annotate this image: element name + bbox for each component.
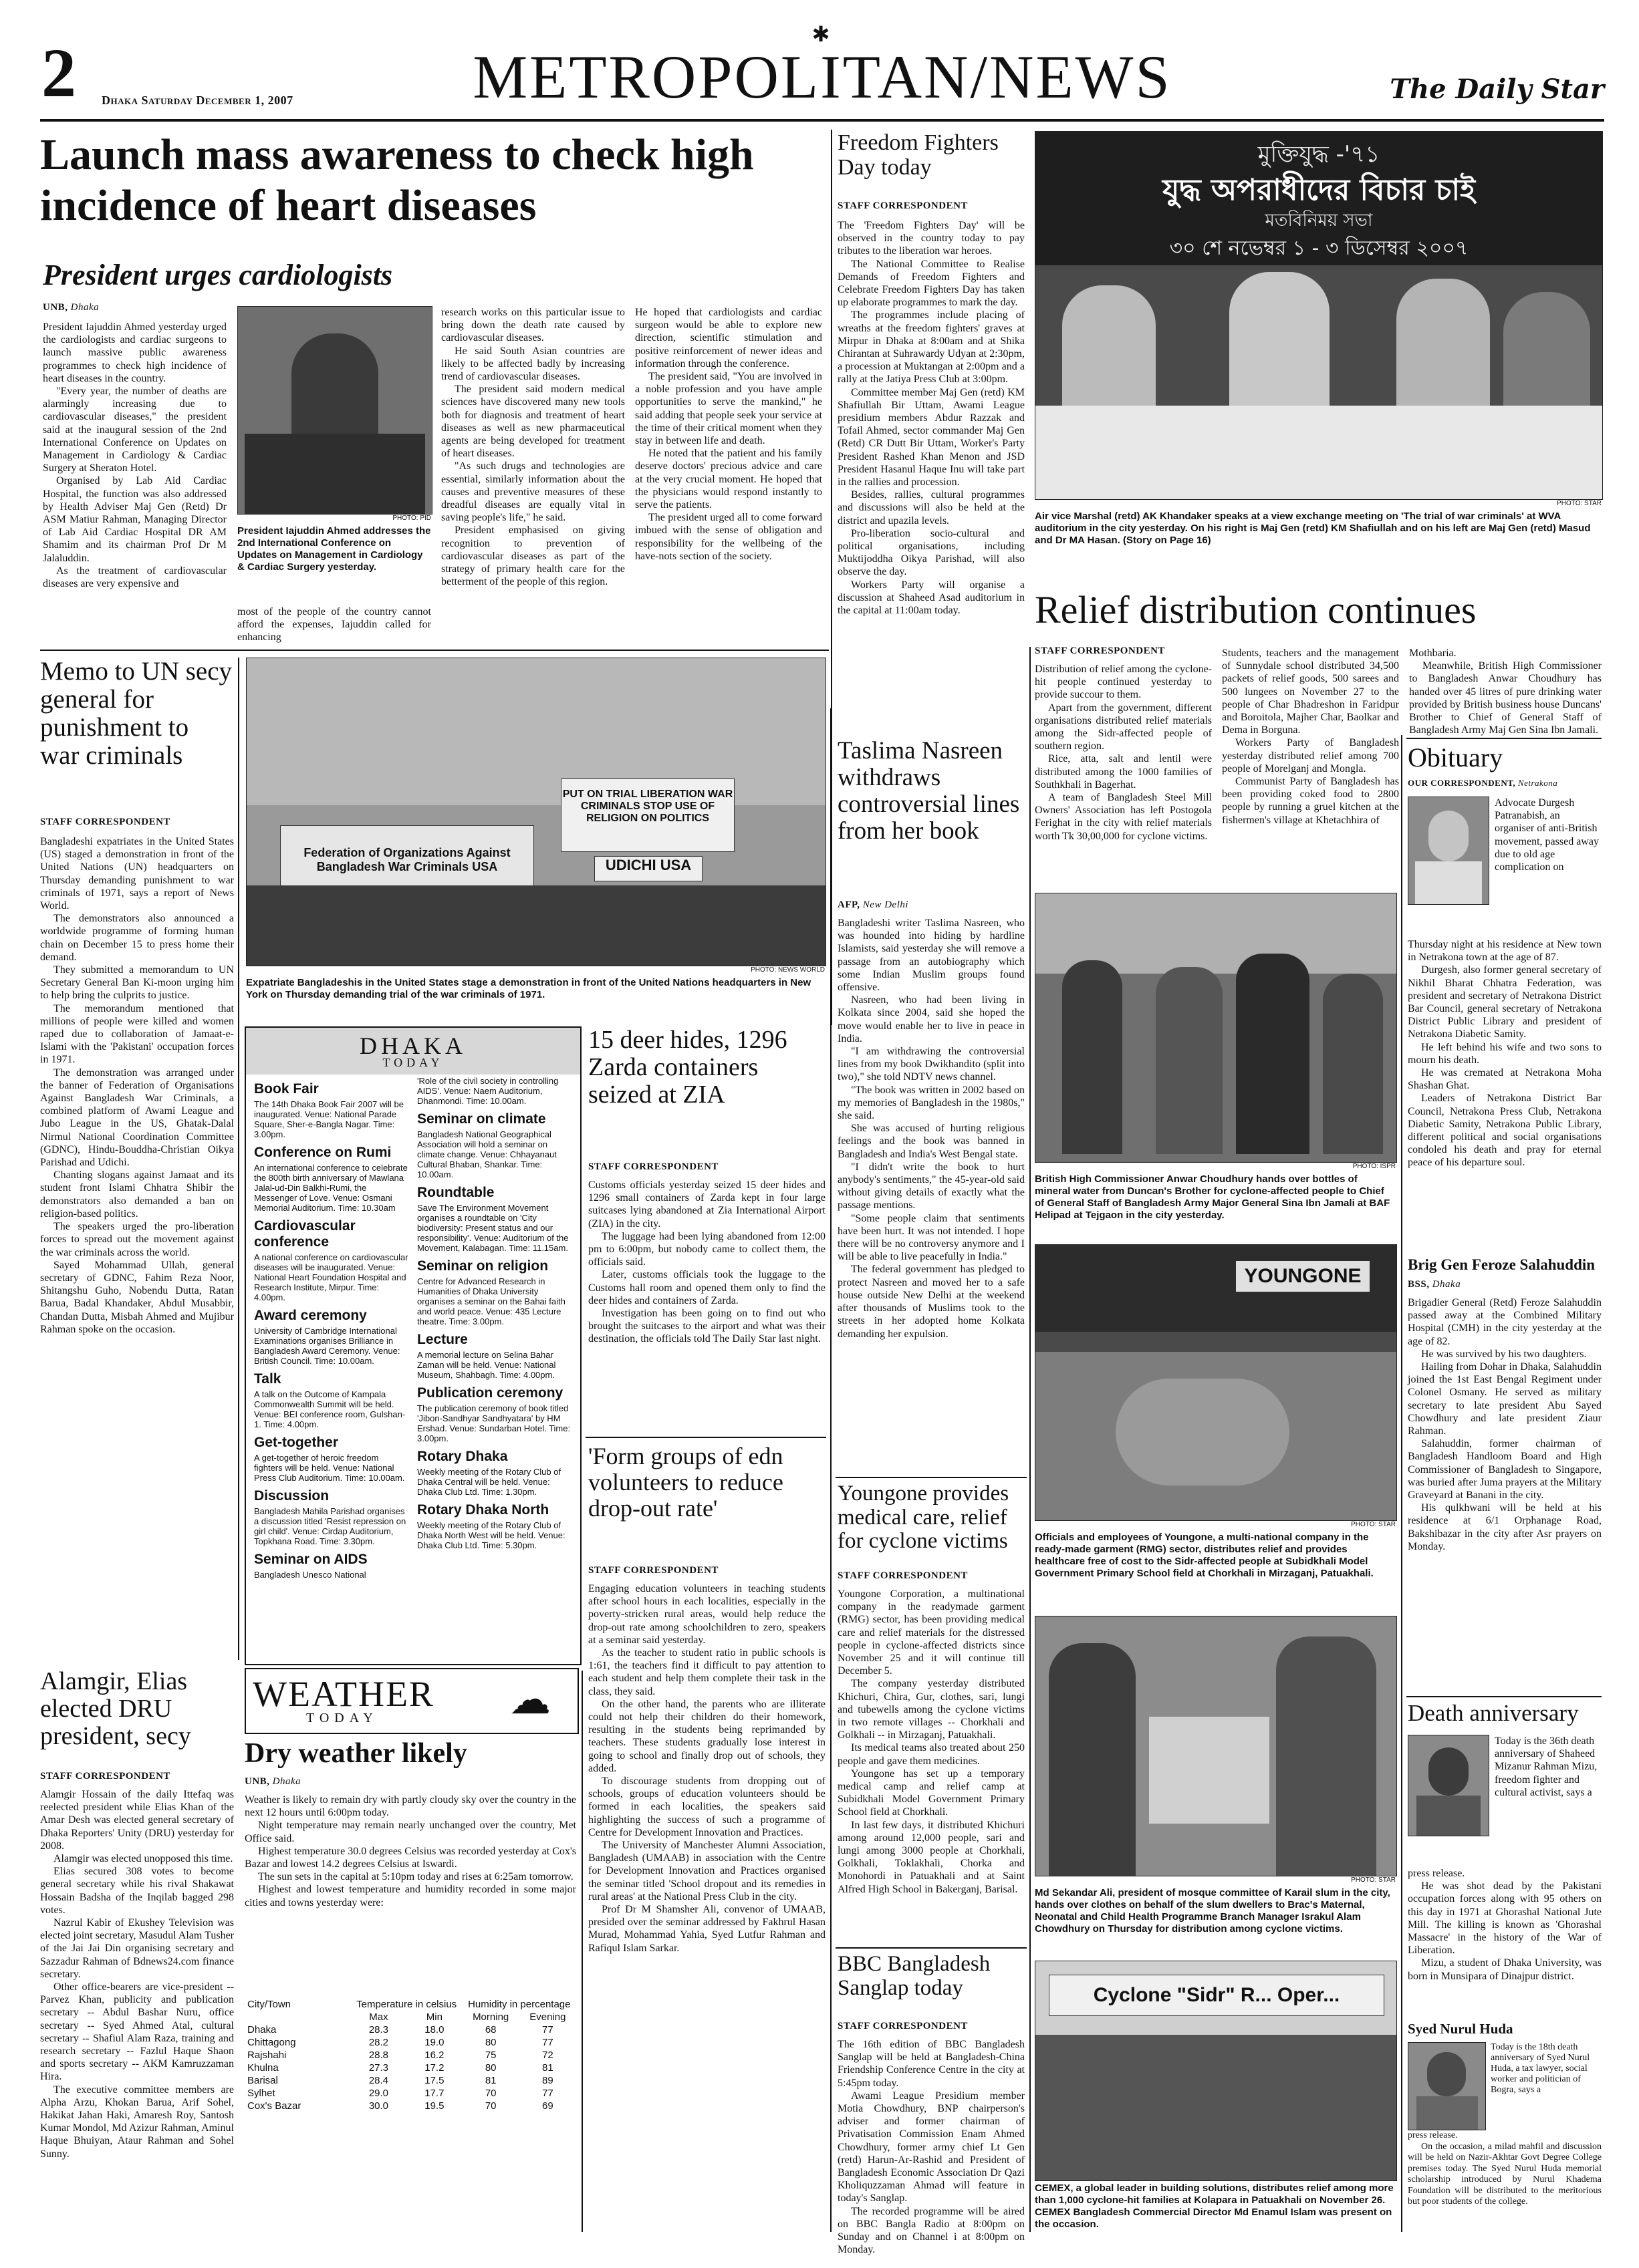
obituary-wrap: Advocate Durgesh Patranabish, an organiser of anti-British movement, passed away due to old age complication on — [1495, 797, 1599, 873]
event-item: Get-together A get-together of heroic freedom fighters will be held. Venue: National Press Club Auditorium. Time: 10.00am. — [254, 1435, 405, 1483]
cemex-banner: Cyclone "Sidr" R... Oper... — [1049, 1975, 1384, 2016]
feroze-byline: BSS, Dhaka — [1408, 1279, 1461, 1290]
dru-body: Alamgir Hossain of the daily Ittefaq was reelected president while Elias Khan of the Amar Desh was elected general secretary of Dhaka Reporters' Unity (DRU) yesterday for 2008. Alamgir was elected unopposed this time. Elias secured 308 votes to become general secretary while his rival Shakawat Hossain Badsha of the Inqilab bagged 298 votes. Nazrul Kabir of Ekushey Television was elected joint secretary, Masudul Alam Tusher of the Jai Jai Din organising secretary and Sazzadur Rahman of Bdnews24.com finance secretary. Other office-bearers are vice-president -- Parvez Khan, publicity and publication secretary -- Abdul Bashar Nuru, office secretary -- Syed Ahmed Atal, cultural secretary -- Shafiul Alam Raza, training and research secretary -- Fazlul Haque Shaon and sports secretary -- AKM Kamruzzaman Hira. The executive committee members are Alpha Arzu, Khokan Barua, Arif Sohel, Hakikat Jahan Haki, Amaresh Roy, Santosh Kumar Mondol, Md Azizur Rahman, Aminul Haque Bhuiyan, Ataur Rahman and Sohel Sunny. — [40, 1789, 234, 2160]
karail-photo — [1035, 1616, 1397, 1876]
star-emblem-icon: ✱ — [811, 22, 830, 46]
relief-col-2: Students, teachers and the management of Sunnydale school distributed 34,500 packets of relief goods, 500 sarees and 500 lungees on November 27 to the people of Char Bhadreshon in Faridpur and Boroitola, Majher Char, Baolkar and Dema in Borguna. Workers Party of Bangladesh yesterday distributed relief among 700 people of Morelganj and Mongla. Communist Party of Bangladesh has been providing coked food to 2800 people by running a gruel kitchen at the fishermen's village at Khetachhira of — [1222, 648, 1399, 826]
memo-body: Bangladeshi expatriates in the United States (US) staged a demonstration in front of the United Nations (UN) headquarters on Thursday demanding punishment to war criminals of 1971, says a report of News World. The demonstrators also announced a worldwide programme of forming human chain on December 15 to press home their demand. They submitted a memorandum to UN Secretary General Ban Ki-moon urging him to help bring the culprits to justice. The memorandum mentioned that millions of people were killed and women raped due to collaboration of Jamaat-e-Islami with the 'Pakistani' occupation forces in 1971. The demonstration was arranged under the banner of Federation of Organisations Against Bangladesh War Criminals, a combined platform of Awami League and Jubo League in the US, Ghatak-Dalal Nirmul National Coordination Committee (GDNC), Hindu-Bouddha-Christian Oikya Parishad and Udichi. Chanting slogans against Jamaat and its student front Islami Chhatra Shibir the demonstrators also demanded a ban on religion-based politics. The speakers urged the pro-liberation forces to spread out the movement against the war criminals across the world. Sayed Mohammad Ullah, general secretary of GDNC, Fahim Reza Noor, Shitangshu Guho, Nobendu Dutta, Ratan Barua, Badal Khandaker, Abdul Musabbir, Chandan Dutta, Misbah Ahmed and Mujibur Rahman spoke on the occasion. — [40, 836, 234, 1335]
table-header-evening: Evening — [529, 2011, 566, 2023]
demo-banner-1: Federation of Organizations Against Bangladesh War Criminals USA — [280, 825, 534, 892]
masthead-rule — [40, 119, 1604, 122]
lead-photo-caption: President Iajuddin Ahmed addresses the 2nd International Conference on Updates on Management in Cardiology & Cardiac Surgery yesterday. — [237, 525, 431, 573]
dhaka-today-box — [245, 1026, 582, 1665]
relief-col-3: Mothbaria. Meanwhile, British High Commissioner to Bangladesh Anwar Choudhury has handed over 45 litres of pure drinking water provided by British business house Duncans' Brother to Chief of General Staff of Bangladesh Army Maj Gen Sina Ibn Jamali. — [1409, 648, 1602, 736]
bbc-headline: BBC Bangladesh Sanglap today — [838, 1952, 991, 2000]
british-photo-caption: British High Commissioner Anwar Choudhury hands over bottles of mineral water from Duncan's Brother for cyclone-affected people to Chief of General Staff of Bangladesh Army Major General Sina Ibn Jamali at BAF Helipad at Tejgaon in the city yesterday. — [1035, 1173, 1390, 1221]
table-header-min: Min — [426, 2011, 443, 2023]
event-item: Cardiovascular conference A national conference on cardiovascular diseases will be inaugurated. Venue: National Heart Foundation Hospital and Research Institute, Mirpur. Time: 4.00pm. — [254, 1218, 408, 1302]
mizu-body: press release. He was shot dead by the Pakistani occupation forces along with 95 others on this day in 1971 at Ghorashal National Jute Mill. The killing is known as 'Ghorashal Massacre' in the history of the War of Liberation. Mizu, a student of Dhaka University, was born in Munsipara of Dinajpur district. — [1408, 1868, 1602, 1982]
dropout-byline: STAFF CORRESPONDENT — [588, 1565, 719, 1576]
banner-line-4: ৩০ শে নভেম্বর ১ - ৩ ডিসেম্বর ২০০৭ — [1169, 237, 1469, 260]
event-item: Roundtable Save The Environment Movement organises a roundtable on 'City biodiversity: Present status and our responsibility'. Venue: Auditorium of the Movement, Kalabagan. Time: 11.15am. — [417, 1185, 569, 1253]
demo-banner-2: PUT ON TRIAL LIBERATION WAR CRIMINALS STOP USE OF RELIGION ON POLITICS — [561, 778, 735, 852]
column-rule — [830, 708, 832, 2232]
table-row: Dhaka 28.3 18.0 68 77 — [247, 2024, 553, 2035]
dropout-body: Engaging education volunteers in teaching students after school hours in each localities, especially in the poverty-stricken rural areas, would help reduce the drop-out rate among schoolchildren to zero, speakers at a seminar said yesterday. As the teacher to student ratio in public schools is 1:61, the teachers find it difficult to pay attention to each student and help them complete their task in the class, they said. On the other hand, the parents who are illiterate could not help their children do their homework, resulting in the students being reprimanded by teachers. These students gradually lose interest in going to school and finally drop out of schools, they added. To discourage students from dropping out of schools, groups of education volunteers should be formed in each localities, the speakers said highlighting the success of such a programme of Centre for Development Innovation and Practices. The University of Manchester Alumni Association, Bangladesh (UMAAB) in association with the Centre for Development Innovation and Practices organised the seminar titled 'School dropout and its remedies in rural areas' at the National Press Club in the city. Prof Dr M Shamsher Ali, convenor of UMAAB, presided over the seminar addressed by Fakhrul Hasan Murad, Mohammad Yahia, Syed Lutfur Rahman and Rafiqul Islam Sarkar. — [588, 1583, 826, 1954]
memo-headline: Memo to UN secy general for punishment to war criminals — [40, 657, 233, 770]
karail-photo-caption: Md Sekandar Ali, president of mosque committee of Karail slum in the city, hands over clothes on behalf of the slum dwellers to Brac's Maternal, Neonatal and Child Health Programme Branch Manager Israkul Alam Chowdhury on Thursday for distribution among cyclone victims. — [1035, 1887, 1390, 1935]
british-photo-credit: PHOTO: ISPR — [1352, 1163, 1396, 1170]
dhaka-today-col-right — [417, 1076, 572, 1657]
taslima-body: Bangladeshi writer Taslima Nasreen, who was hounded into hiding by hardline Islamists, said yesterday she will remove a passage from an autobiography which some Indian Muslim groups found offensive. Nasreen, who had been living in Kolkata since 2004, said she hoped the move would enable her to live in peace in India. "I am withdrawing the controversial lines from my book Dwikhandito (split into two)," she told NDTV news channel. "The book was written in 2002 based on my memories of Bangladesh in the 1980s," she said. She was accused of hurting religious feelings and the book was banned in Bangladesh and India's West Bengal state. "I didn't write the book to hurt anybody's sentiments," the 45-year-old said without giving details of exactly what the passage mentions. "Some people claim that sentiments have been hurt. It was not intended. I hope there will be no controversy anymore and I will be able to live peacefully in India." The federal government has pledged to protect Nasreen and moved her to a safe house outside New Delhi at the weekend after thousands of Muslims took to the streets in her adopted home Kolkata demanding her expulsion. — [838, 917, 1025, 1340]
event-item: Rotary Dhaka North Weekly meeting of the Rotary Club of Dhaka North West will be held. Venue: Dhaka Club Ltd. Time: 5.30pm. — [417, 1502, 565, 1550]
table-header-max: Max — [369, 2011, 388, 2023]
taslima-byline: AFP, New Delhi — [838, 899, 909, 910]
event-item: Publication ceremony The publication ceremony of book titled 'Jibon-Sandhyar Sandhyatara' by HM Ershad. Venue: Sundarban Hotel. Time: 3.00pm. — [417, 1385, 571, 1443]
section-rule — [836, 1947, 1027, 1949]
event-item: Discussion Bangladesh Mahila Parishad organises a discussion titled 'Resist repression on girl child'. Venue: Cirdap Auditorium, Topkhana Road. Time: 3.30pm. — [254, 1488, 406, 1546]
youngone-headline: Youngone provides medical care, relief for cyclone victims — [838, 1481, 1009, 1554]
deer-body: Customs officials yesterday seized 15 deer hides and 1296 small containers of Zarda kept in four large suitcases lying abandoned at Zia International Airport (ZIA) in the city. The luggage had been lying abandoned from 12:00 pm to 6:00pm, but nobody came to collect them, the officials said. Later, customs officials took the luggage to the Customs hall room and opened them only to find the deer hides and containers of Zarda. Investigation has been going on to find out who brought the suitcases to the airport and what was their destination, the officials told The Daily Star last night. — [588, 1179, 826, 1345]
dhaka-today-subtitle: TODAY — [382, 1056, 444, 1069]
event-item: 'Role of the civil society in controlling AIDS'. Venue: Naem Auditorium, Dhanmondi. Time: 10.00am. — [417, 1076, 559, 1106]
lead-col-3: research works on this particular issue to bring down the death rate caused by cardiovascular diseases. He said South Asian countries are likely to be affected badly by increasing trend of cardiovascular diseases. The president said modern medical sciences have discovered many new tools both for diagnosis and treatment of heart diseases as well as new pharmaceutical agents are being developed for treatment of heart diseases. "As such drugs and technologies are essential, similarly information about the causes and preventive measures of these dreadful diseases are equally vital in saving people's life," he said. President emphasised on giving recognition to prevention of cardiovascular diseases as part of the strategy of primary health care for the betterment of the people of this region. — [441, 307, 625, 588]
demo-photo-credit: PHOTO: NEWS WORLD — [751, 966, 825, 974]
death-anniv-headline: Death anniversary — [1408, 1700, 1579, 1726]
section-rule — [586, 1437, 826, 1438]
section-rule — [1406, 1696, 1602, 1697]
banner-line-3: মতবিনিময় সভা — [1265, 210, 1373, 231]
freedom-headline: Freedom Fighters Day today — [838, 130, 999, 180]
huda-headshot — [1408, 2042, 1486, 2130]
cemex-photo — [1035, 1961, 1397, 2181]
weather-logo-sub: TODAY — [306, 1711, 378, 1725]
deer-byline: STAFF CORRESPONDENT — [588, 1161, 719, 1172]
demo-banner-3: UDICHI USA — [594, 856, 703, 881]
table-row: Cox's Bazar 30.0 19.5 70 69 — [247, 2100, 553, 2112]
demo-photo — [246, 658, 826, 966]
event-item: Rotary Dhaka Weekly meeting of the Rotary Club of Dhaka Central will be held. Venue: Dhaka Club Ltd. Time: 1.30pm. — [417, 1449, 561, 1497]
lead-photo — [237, 306, 432, 515]
page-number: 2 — [41, 35, 76, 112]
column-rule — [238, 658, 239, 1660]
relief-col-1: Distribution of relief among the cyclone-hit people continued yesterday to provide succour to them. Apart from the government, different organisations distributed relief materials among the Sidr-affected people of southern region. Rice, atta, salt and lentil were distributed among the 1000 families of Southkhali in Bagerhat. A team of Bangladesh Steel Mill Owners' Association has left Postogola Ferighat in the city with relief materials worth Tk 30,00,000 for cyclone victims. — [1035, 664, 1212, 842]
cloud-rain-icon: ☁ — [509, 1677, 551, 1723]
feroze-body: Brigadier General (Retd) Feroze Salahuddin passed away at the Combined Military Hospital (CMH) in the city yesterday at the age of 82. He was survived by his two daughters. Hailing from Dohar in Dhaka, Salahuddin joined the 1st East Bengal Regiment under Colonel Osmany. He served as military secretary to late president Abu Sayed Chowdhury and late president Ziaur Rahman. Salahuddin, former chairman of Bangladesh Handloom Board and High Commissioner of Bangladesh to Singapore, was buried after Juma prayers at the Military Graveyard at Banani in the city. His qulkhwani will be held at his residence at 6/1 Orphanage Road, Bakshibazar in the city after Asr prayers on Monday. — [1408, 1297, 1602, 1552]
karail-photo-credit: PHOTO: STAR — [1351, 1876, 1396, 1884]
youngone-photo-caption: Officials and employees of Youngone, a multi-national company in the ready-made garment (RMG) sector, distributes relief and provides healthcare free of cost to the Sidr-affected people at Subidkhali Model Government Primary School field at Chorkhali in Mirzaganj, Patuakhali. — [1035, 1532, 1374, 1579]
mizu-wrap: Today is the 36th death anniversary of Shaheed Mizanur Rahman Mizu, freedom fighter and cultural activist, says a — [1495, 1735, 1598, 1798]
section-rule — [1406, 738, 1602, 739]
weather-table — [245, 1998, 576, 2212]
dru-byline: STAFF CORRESPONDENT — [40, 1771, 170, 1782]
lead-col-4: He hoped that cardiologists and cardiac surgeon would be able to explore new direction, scientific stimulation and positive reinforcement of newer ideas and information through the conference. The president said, "You are involved in a noble profession and you have ample opportunities to serve the mankind," he said adding that people seek your service at the time of their critical moment when they stay in between life and death. He noted that the patient and his family deserve doctors' precious advice and care at the very crucial moment. He hoped that the physicians would respond instantly to serve the patients. The president urged all to come forward imbued with the sense of obligation and responsibility for the wellbeing of the have-nots section of the society. — [635, 307, 822, 562]
memo-byline: STAFF CORRESPONDENT — [40, 817, 170, 827]
lead-col-2: most of the people of the country cannot afford the expenses, Iajuddin called for enhancing — [237, 606, 431, 644]
weather-headline: Dry weather likely — [245, 1738, 467, 1769]
cemex-photo-caption: CEMEX, a global leader in building solutions, distributes relief among more than 1,000 cyclone-hit families at Kolapara in Patuakhali on November 26. CEMEX Bangladesh Commercial Director Md Enamul Islam was present on the occasion. — [1035, 2182, 1394, 2230]
event-item: Talk A talk on the Outcome of Kampala Commonwealth Summit will be held. Venue: BEI conference room, Gulshan-1. Time: 4.00pm. — [254, 1371, 406, 1429]
feroze-subhead: Brig Gen Feroze Salahuddin — [1408, 1256, 1596, 1273]
war-photo-credit: PHOTO: STAR — [1557, 500, 1602, 507]
paper-name-logo: The Daily Star — [1390, 74, 1604, 105]
weather-logo — [245, 1668, 579, 1734]
lead-subhead: President urges cardiologists — [43, 259, 393, 291]
huda-subhead: Syed Nurul Huda — [1408, 2021, 1513, 2037]
event-item: Award ceremony University of Cambridge International Examinations organises Brilliance in Bangladesh Award Ceremony. Venue: British Council. Time: 10.00am. — [254, 1308, 400, 1366]
weather-byline: UNB, Dhaka — [245, 1776, 301, 1787]
lead-byline: UNB, Dhaka — [43, 302, 100, 313]
british-hc-photo — [1035, 893, 1397, 1163]
obituary-headshot — [1408, 797, 1489, 905]
dropout-headline: 'Form groups of edn volunteers to reduce drop-out rate' — [588, 1443, 783, 1522]
column-rule — [1029, 647, 1031, 2232]
event-item: Lecture A memorial lecture on Selina Bahar Zaman will be held. Venue: National Museum, Shahbagh. Time: 4.00pm. — [417, 1332, 556, 1380]
mizu-headshot — [1408, 1735, 1489, 1836]
event-item: Seminar on climate Bangladesh National Geographical Association will hold a seminar on climate change. Venue: Chhayanaut Cultural Bhaban, Shankar. Time: 10.00am. — [417, 1111, 557, 1179]
banner-line-2: যুদ্ধ অপরাধীদের বিচার চাই — [1162, 173, 1475, 207]
youngone-body: Youngone Corporation, a multinational company in the readymade garment (RMG) sector, has been providing medical care and relief materials for the distressed people in cyclone-affected districts since November 25 and it will continue till December 5. The company yesterday distributed Khichuri, Chira, Gur, clothes, sari, lungi and tubewells among the cyclone victims in two remote villages -- Chorkhali and Golkhali -- in Mirzaganj, Patuakhali. Its medical teams also treated about 250 people and gave them medicines. Youngone has set up a temporary medical camp and relief camp at Subidkhali Model Government Primary School field at Chorkhali. In last few days, it distributed Khichuri among around 12,000 people, sari and lungi among 3000 people at Chorkhali, Golkhali, Toklakhali, Chorka and Monohordi in Patuakhali and at Saint Alfred High School in Bakerganj, Barisal. — [838, 1588, 1025, 1895]
war-photo-caption: Air vice Marshal (retd) AK Khandaker speaks at a view exchange meeting on 'The trial of war criminals' at WVA auditorium in the city yesterday. On his right is Maj Gen (retd) KM Shafiullah and on his left are Maj Gen (retd) Masud and Dr MA Hasan. (Story on Page 16) — [1035, 511, 1591, 546]
dhaka-today-title: DHAKA — [360, 1032, 467, 1059]
table-header-temp: Temperature in celsius — [356, 1999, 457, 2010]
dhaka-today-col-left — [254, 1076, 409, 1657]
table-row: Khulna 27.3 17.2 80 81 — [247, 2062, 553, 2074]
bbc-body: The 16th edition of BBC Bangladesh Sanglap will be held at Bangladesh-China Friendship Conference Centre in the city at 5:45pm today. Awami League Presidium member Motia Chowdhury, BNP chairperson's adviser and former chairman of Privatisation Commission Enam Ahmed Chowdhury, former army chief Lt Gen (retd) Harun-Ar-Rashid and President of Bangladesh Economic Association Dr Qazi Kholiquzzaman Ahmad will feature in today's Sanglap. The recorded programme will be aired on BBC Bangla Radio at 8:00pm on Sunday and on Channel i at 8:00pm on Monday. — [838, 2039, 1025, 2256]
event-item: Book Fair The 14th Dhaka Book Fair 2007 will be inaugurated. Venue: National Parade Square, Sher-e-Bangla Nagar. Time: 3.00pm. — [254, 1081, 404, 1139]
youngone-photo — [1035, 1244, 1397, 1521]
event-item: Conference on Rumi An international conference to celebrate the 800th birth anniversary of Mawlana Jalal-ud-Din Balkhi-Rumi, the Messenger of Love. Venue: Osmani Memorial Auditorium. Time: 10.30am — [254, 1145, 408, 1213]
section-title: METROPOLITAN/NEWS — [473, 43, 1172, 111]
section-rule — [836, 1477, 1027, 1478]
youngone-byline: STAFF CORRESPONDENT — [838, 1570, 968, 1581]
obituary-headline: Obituary — [1408, 742, 1503, 772]
bbc-byline: STAFF CORRESPONDENT — [838, 2021, 968, 2031]
table-row: Sylhet 29.0 17.7 70 77 — [247, 2088, 553, 2099]
table-row: Chittagong 28.2 19.0 80 77 — [247, 2037, 553, 2048]
weather-logo-word: WEATHER — [253, 1674, 434, 1714]
obituary-body: Thursday night at his residence at New town in Netrakona town at the age of 87. Durgesh, also former general secretary of Nikhil Bharat Chhatra Federation, was president and secretary of Netrakona District Bar Council, general secretary of Netrakona District Public Library and president of Netrakona Diabetic Samity. He left behind his wife and two sons to mourn his death. He was cremated at Netrakona Moha Shashan Ghat. Leaders of Netrakona District Bar Council, Netrakona Press Club, Netrakona Diabetic Samity, Netrakona Public Library, different political and social organisations condoled his death and pray for eternal peace of his departure soul. — [1408, 939, 1602, 1169]
table-row: Barisal 28.4 17.5 81 89 — [247, 2075, 553, 2086]
table-header-city: City/Town — [247, 1999, 291, 2010]
dateline: Dhaka Saturday December 1, 2007 — [102, 94, 293, 107]
column-rule — [1401, 735, 1402, 2232]
event-item: Seminar on religion Centre for Advanced Research in Humanities of Dhaka University organises a seminar on the Bahai faith and world peace. Venue: 435 Lecture theatre. Time: 3.00pm. — [417, 1258, 565, 1326]
huda-wrap: Today is the 18th death anniversary of Syed Nurul Huda, a tax lawyer, social worker and politician of Bogra, says a — [1491, 2042, 1590, 2095]
table-header-morning: Morning — [473, 2011, 509, 2023]
table-row: Rajshahi 28.8 16.2 75 72 — [247, 2049, 553, 2061]
lead-col-1: President Iajuddin Ahmed yesterday urged the cardiologists and cardiac surgeons to launch massive public awareness programmes to check high incidence of heart diseases in the country. "Every year, the number of deaths are alarmingly increasing due to cardiovascular diseases," the president said at the inaugural session of the 2nd International Conference on Updates on Management in Cardiology & Cardiac Surgery at Sheraton Hotel. Organised by Lab Aid Cardiac Hospital, the function was also addressed by Health Adviser Maj Gen (Retd) Dr ASM Matiur Rahman, Managing Director of Lab Aid Cardiac Hospital DR AM Shamim and its chairman Prof Dr M Jalaluddin. As the treatment of cardiovascular diseases are very expensive and — [43, 321, 227, 590]
huda-body: press release. On the occasion, a milad mahfil and discussion will be held on Nazir-Akhtar Govt Degree College premises today. The Syed Nurul Huda memorial scholarship introduced by Nurul Khadema Foundation will be distributed to the meritorious but poor students of the college. — [1408, 2130, 1602, 2207]
lead-headline: Launch mass awareness to check high incidence of heart diseases — [40, 130, 754, 230]
deer-headline: 15 deer hides, 1296 Zarda containers seized at ZIA — [588, 1026, 787, 1109]
weather-body: Weather is likely to remain dry with partly cloudy sky over the country in the next 12 hours until 6:00pm today. Night temperature may remain nearly unchanged over the country, Met Office said. Highest temperature 30.0 degrees Celsius was recorded yesterday at Cox's Bazar and lowest 14.2 degrees Celsius at Iswardi. The sun sets in the capital at 5:10pm today and rises at 6:25am tomorrow. Highest and lowest temperature and humidity recorded in some major cities and towns yesterday were: — [245, 1794, 576, 1908]
table-header-humidity: Humidity in percentage — [468, 1999, 571, 2010]
youngone-sign: YOUNGONE — [1236, 1261, 1370, 1292]
obituary-byline: OUR CORRESPONDENT, Netrakona — [1408, 778, 1558, 788]
lead-bottom-rule — [40, 650, 829, 651]
war-meeting-photo — [1035, 131, 1603, 500]
freedom-byline: STAFF CORRESPONDENT — [838, 200, 968, 211]
relief-headline: Relief distribution continues — [1035, 588, 1477, 631]
banner-line-1: মুক্তিযুদ্ধ -'৭১ — [1257, 141, 1380, 168]
column-rule — [582, 1671, 583, 2232]
dru-headline: Alamgir, Elias elected DRU president, secy — [40, 1667, 191, 1751]
freedom-body: The 'Freedom Fighters Day' will be observed in the country today to pay tributes to the liberation war heroes. The National Committee to Realise Demands of Freedom Fighters and Celebrate Freedom Fighters Day has taken up elaborate programmes to mark the day. The programmes include placing of wreaths at the freedom fighters' graves at Mirpur in Dhaka at 8:00am and at Shika Chirantan at Suhrawardy Udyan at 2:30pm, a procession at Muktangan at 2:00pm and a rally at the Jatiya Press Club at 3:00pm. Committee member Maj Gen (retd) KM Shafiullah Bir Uttam, Awami League presidium members Abdur Razzak and Tofail Ahmed, sector commander Maj Gen (Retd) CR Dutt Bir Uttam, Worker's Party President Rashed Khan Menon and JSD President Hasanul Haque Inu will take part in the rallies and procession. Besides, rallies, cultural programmes and discussions will also be held at the district and upazila levels. Pro-liberation socio-cultural and political organisations, including Muktijoddha Oikya Parishad, will also observe the day. Workers Party will organise a discussion at Shaheed Asad auditorium in the capital at 11:00am today. — [838, 220, 1025, 617]
relief-byline: STAFF CORRESPONDENT — [1035, 646, 1165, 656]
youngone-photo-credit: PHOTO: STAR — [1351, 1521, 1396, 1528]
demo-photo-caption: Expatriate Bangladeshis in the United States stage a demonstration in front of the United Nations headquarters in New York on Thursday demanding trial of the war criminals of 1971. — [246, 977, 811, 1000]
event-item: Seminar on AIDS Bangladesh Unesco National — [254, 1552, 368, 1580]
lead-photo-credit: PHOTO: PID — [392, 515, 431, 522]
taslima-headline: Taslima Nasreen withdraws controversial lines from her book — [838, 737, 1020, 845]
